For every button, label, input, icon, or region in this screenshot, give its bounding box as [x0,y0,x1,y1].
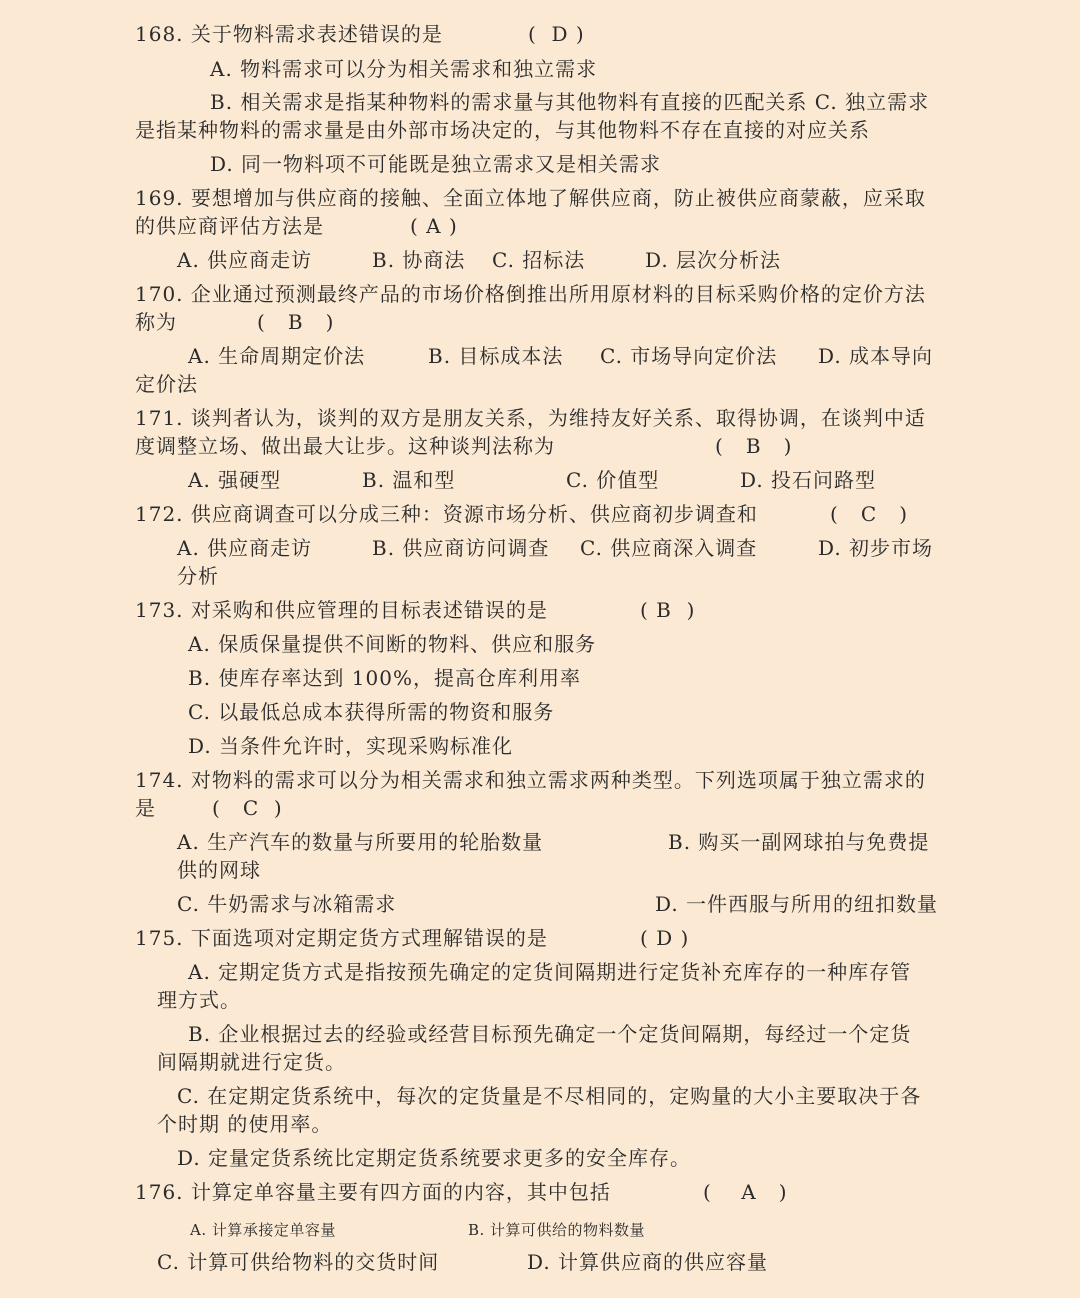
option-d: D. 计算供应商的供应容量 [527,1250,769,1274]
question-stem: 173. 对采购和供应管理的目标表述错误的是 [135,598,548,622]
option-a: A. 供应商走访 [177,536,313,560]
option-d: D. 成本导向 [818,344,934,368]
option-b: B. 温和型 [362,468,456,492]
option-d: D. 投石问路型 [740,468,877,492]
option-b-cont: 间隔期就进行定货。 [157,1050,346,1074]
option-d-cont: 分析 [177,564,219,588]
option-b: B. 供应商访问调查 [372,536,550,560]
option-d: D. 初步市场 [818,536,934,560]
option-b: B. 企业根据过去的经验或经营目标预先确定一个定货间隔期，每经过一个定货 [188,1022,912,1046]
option-d: D. 当条件允许时，实现采购标准化 [188,734,514,758]
answer: ( A ) [703,1180,788,1204]
answer: ( B ) [715,434,793,458]
answer: ( D ) [528,22,585,46]
option-a: A. 生产汽车的数量与所要用的轮胎数量 [177,830,544,854]
question-stem-cont: 称为 [135,310,177,334]
answer: ( C ) [212,796,283,820]
question-stem: 169. 要想增加与供应商的接触、全面立体地了解供应商，防止被供应商蒙蔽，应采取 [135,186,926,210]
question-stem: 168. 关于物料需求表述错误的是 [135,22,443,46]
option-a: A. 定期定货方式是指按预先确定的定货间隔期进行定货补充库存的一种库存管 [188,960,912,984]
answer: ( C ) [830,502,909,526]
option-b: B. 目标成本法 [428,344,564,368]
option-d: D. 定量定货系统比定期定货系统要求更多的安全库存。 [177,1146,692,1170]
option-c-cont: 个时期 的使用率。 [157,1112,333,1136]
option-c: C. 以最低总成本获得所需的物资和服务 [188,700,555,724]
option-c: C. 价值型 [566,468,660,492]
answer: ( B ) [257,310,335,334]
answer: ( A ) [410,214,458,238]
question-stem: 170. 企业通过预测最终产品的市场价格倒推出所用原材料的目标采购价格的定价方法 [135,282,926,306]
question-stem: 176. 计算定单容量主要有四方面的内容，其中包括 [135,1180,611,1204]
option-d: D. 一件西服与所用的纽扣数量 [655,892,939,916]
option-b-cont: 是指某种物料的需求量是由外部市场决定的，与其他物料不存在直接的对应关系 [135,118,870,142]
question-stem: 172. 供应商调查可以分成三种：资源市场分析、供应商初步调查和 [135,502,758,526]
question-stem-cont: 的供应商评估方法是 [135,214,324,238]
option-b: B. 协商法 [372,248,466,272]
option-a: A. 计算承接定单容量 [190,1221,336,1239]
option-a: A. 生命周期定价法 [188,344,366,368]
option-b-cont: 供的网球 [177,858,261,882]
option-c: C. 市场导向定价法 [600,344,778,368]
option-c: C. 牛奶需求与冰箱需求 [177,892,397,916]
question-stem-cont: 度调整立场、做出最大让步。这种谈判法称为 [135,434,555,458]
option-d-cont: 定价法 [135,372,198,396]
option-d: D. 层次分析法 [645,248,782,272]
option-c: C. 在定期定货系统中，每次的定货量是不尽相同的，定购量的大小主要取决于各 [177,1084,922,1108]
option-c: C. 供应商深入调查 [580,536,758,560]
question-stem: 174. 对物料的需求可以分为相关需求和独立需求两种类型。下列选项属于独立需求的 [135,768,926,792]
option-b: B. 购买一副网球拍与免费提 [668,830,930,854]
answer: ( D ) [640,926,690,950]
option-a: A. 物料需求可以分为相关需求和独立需求 [210,57,598,81]
question-stem: 171. 谈判者认为，谈判的双方是朋友关系，为维持友好关系、取得协调，在谈判中适 [135,406,926,430]
option-c: C. 招标法 [492,248,586,272]
option-a: A. 保质保量提供不间断的物料、供应和服务 [188,632,597,656]
option-c: C. 计算可供给物料的交货时间 [157,1250,440,1274]
option-b: B. 计算可供给的物料数量 [468,1221,646,1239]
option-b: B. 使库存率达到 100%，提高仓库利用率 [188,666,581,690]
option-a: A. 强硬型 [188,468,282,492]
option-a: A. 供应商走访 [177,248,313,272]
option-d: D. 同一物料项不可能既是独立需求又是相关需求 [210,152,662,176]
answer: ( B ) [640,598,696,622]
question-stem: 175. 下面选项对定期定货方式理解错误的是 [135,926,548,950]
option-a-cont: 理方式。 [157,988,241,1012]
question-stem-cont: 是 [135,796,156,820]
option-b: B. 相关需求是指某种物料的需求量与其他物料有直接的匹配关系 C. 独立需求 [210,90,930,114]
